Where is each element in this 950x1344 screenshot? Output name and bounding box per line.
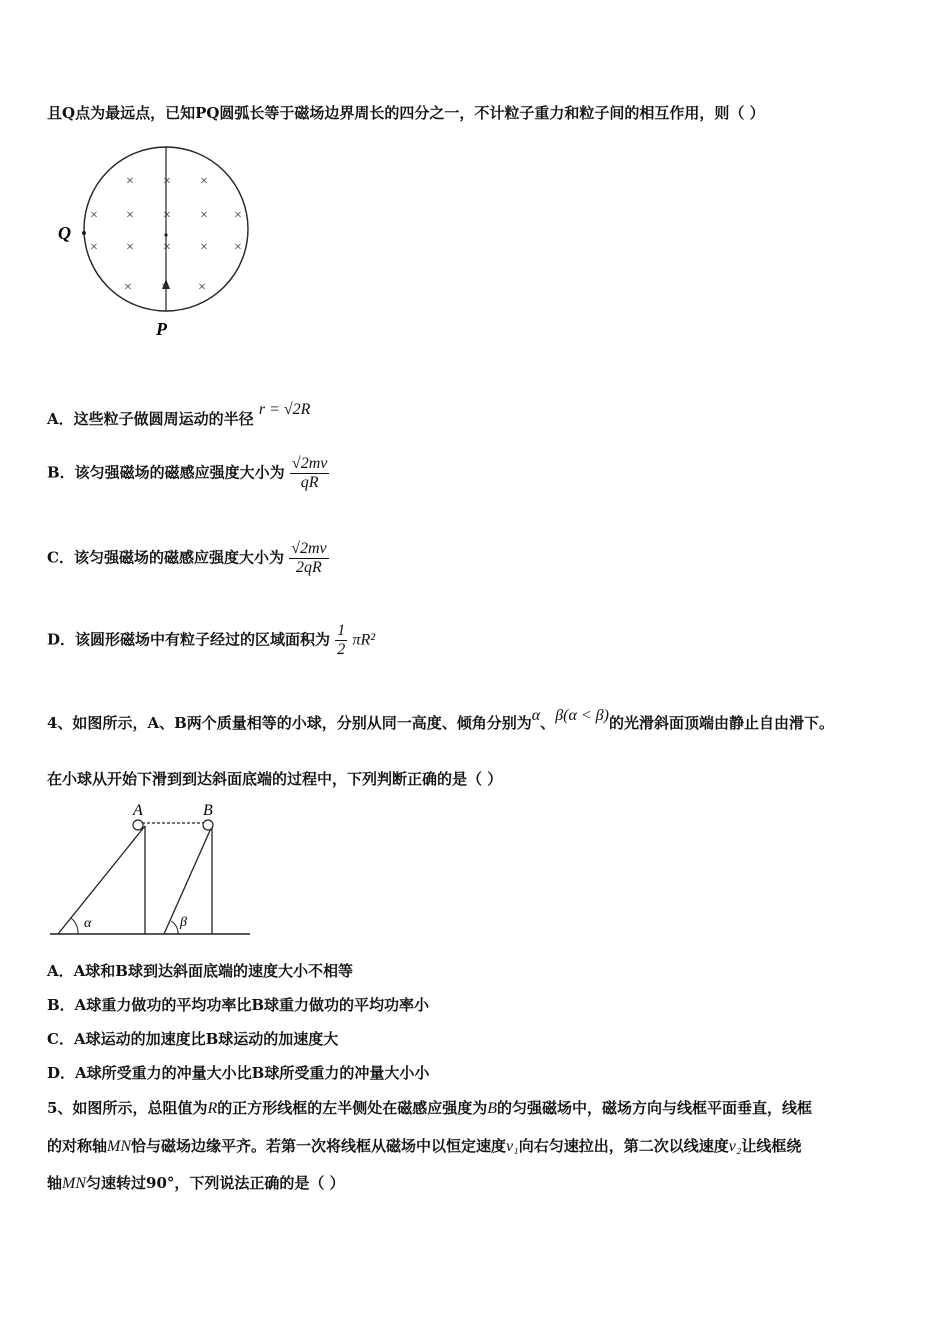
circular-field-figure: [52, 145, 262, 345]
c-fraction: $\frac{√2mv}{2qR}$: [291, 540, 327, 576]
q5-stem-line3: 轴MN匀速转过90°，下列说法正确的是（ ）: [47, 1174, 345, 1192]
point-q-dot: [82, 231, 86, 235]
svg-text:×: ×: [200, 240, 208, 255]
center-dot: [164, 233, 167, 236]
label-q: Q: [58, 223, 71, 243]
svg-text:×: ×: [234, 240, 242, 255]
angle-alpha-label: α: [84, 916, 92, 931]
angle-arc-a: [71, 918, 78, 934]
label-b: B: [203, 802, 213, 819]
svg-text:×: ×: [161, 280, 169, 295]
svg-text:×: ×: [163, 174, 171, 189]
svg-text:×: ×: [198, 280, 206, 295]
svg-text:×: ×: [124, 280, 132, 295]
incline-b: [164, 826, 212, 934]
q3-option-a[interactable]: A．这些粒子做圆周运动的半径 r = √2R: [47, 401, 311, 428]
ball-b: [203, 820, 213, 830]
q3-option-c[interactable]: C．该匀强磁场的磁感应强度大小为 $\frac{√2mv}{2qR}$: [47, 540, 327, 576]
q4-option-d[interactable]: D．A球所受重力的冲量大小比B球所受重力的冲量大小小: [47, 1064, 430, 1082]
svg-text:×: ×: [126, 208, 134, 223]
angle-beta-label: β: [180, 915, 187, 930]
angle-arc-b: [171, 921, 178, 934]
q5-stem-line2: 的对称轴MN恰与磁场边缘平齐。若第一次将线框从磁场中以恒定速度v₁向右匀速拉出，第二次以线速度v₂让线框绕: [47, 1137, 802, 1155]
inclines-figure: [46, 798, 256, 938]
q4-stem-line1: 4、如图所示，A、B两个质量相等的小球，分别从同一高度、倾角分别为α、β(α < β)的光滑斜面顶端由静止自由滑下。: [47, 707, 834, 732]
svg-text:×: ×: [126, 240, 134, 255]
svg-text:×: ×: [90, 240, 98, 255]
svg-text:×: ×: [163, 240, 171, 255]
incline-a: [58, 826, 145, 934]
q5-stem-line1: 5、如图所示，总阻值为R的正方形线框的左半侧处在磁感应强度为B的匀强磁场中，磁场方向与线框平面垂直，线框: [47, 1099, 813, 1117]
q4-option-a[interactable]: A．A球和B球到达斜面底端的速度大小不相等: [47, 962, 353, 980]
q3-option-d[interactable]: D．该圆形磁场中有粒子经过的区域面积为 $\frac{1}{2}$ πR²: [47, 622, 376, 658]
svg-text:×: ×: [200, 174, 208, 189]
svg-text:×: ×: [90, 208, 98, 223]
b-fraction: $\frac{√2mv}{qR}$: [291, 455, 328, 491]
ball-a: [133, 820, 143, 830]
q4-option-b[interactable]: B．A球重力做功的平均功率比B球重力做功的平均功率小: [47, 996, 429, 1014]
d-fraction: $\frac{1}{2}$: [337, 622, 346, 658]
svg-text:×: ×: [200, 208, 208, 223]
label-p: P: [156, 319, 167, 339]
q3-stem-tail: 且Q点为最远点，已知PQ圆弧长等于磁场边界周长的四分之一，不计粒子重力和粒子间的相互作用，则（ ）: [47, 104, 765, 122]
q3-option-b[interactable]: B．该匀强磁场的磁感应强度大小为 $\frac{√2mv}{qR}$: [47, 455, 328, 491]
svg-text:×: ×: [126, 174, 134, 189]
q4-stem-line2: 在小球从开始下滑到到达斜面底端的过程中，下列判断正确的是（ ）: [47, 770, 503, 788]
q4-option-c[interactable]: C．A球运动的加速度比B球运动的加速度大: [47, 1030, 339, 1048]
label-a: A: [133, 802, 143, 819]
svg-text:×: ×: [234, 208, 242, 223]
svg-text:×: ×: [163, 208, 171, 223]
